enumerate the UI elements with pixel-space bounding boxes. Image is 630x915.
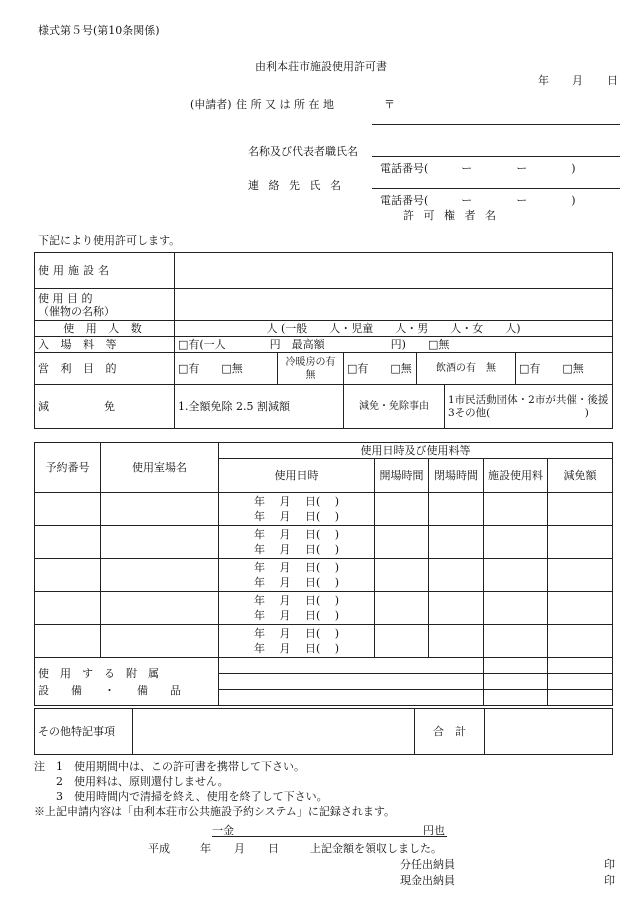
fee-cell[interactable] [484,559,548,592]
fee-label: 入 場 料 等 [35,337,175,353]
col-reduced: 減免額 [548,459,613,493]
people-value[interactable]: 人 (一般 人・児童 人・男 人・女 人) [175,321,613,337]
facility-field[interactable] [175,253,613,289]
date-line: 年 月 日( ) [253,576,340,589]
reduced-cell[interactable] [548,493,613,526]
fee-cell[interactable] [484,625,548,658]
table-row [35,592,613,625]
heating-label: 冷暖房の有 無 [278,353,344,385]
equipment-reduced[interactable] [548,674,613,690]
date-line: 年 月 日( ) [253,510,340,523]
date-month: 月 [572,74,583,87]
reduction-reason-label: 減免・免除事由 [344,385,445,429]
seal-2: 印 [604,874,615,887]
reservation-cell[interactable] [35,625,101,658]
commercial-value[interactable]: □有 □無 [175,353,278,385]
reduced-cell[interactable] [548,625,613,658]
fee-value[interactable]: □有(一人 円 最高額 円) □無 [175,337,613,353]
datetime-cell[interactable] [219,559,375,592]
close-cell[interactable] [429,526,484,559]
phone-2: 電話番号( ー ー ) [380,194,576,207]
note-2: 2 使用料は、原則還付しません。 [34,775,229,788]
room-cell[interactable] [101,493,219,526]
open-cell[interactable] [375,625,429,658]
purpose-field[interactable] [175,289,613,321]
equipment-label: 使 用 す る 附 属 設 備 ・ 備 品 [35,658,219,706]
alcohol-value[interactable]: □有 □無 [516,353,613,385]
date-line: 年 月 日( ) [253,543,340,556]
fee-cell[interactable] [484,526,548,559]
close-cell[interactable] [429,592,484,625]
room-cell[interactable] [101,625,219,658]
fee-cell[interactable] [484,493,548,526]
close-cell[interactable] [429,625,484,658]
datetime-cell[interactable] [219,493,375,526]
notes [34,759,395,819]
date-line: 年 月 日( ) [253,594,340,607]
reservation-table [34,442,613,706]
cashier-1: 分任出納員 [400,858,455,871]
equipment-fee[interactable] [484,690,548,706]
fee-cell[interactable] [484,592,548,625]
contact-line [372,188,620,189]
purpose-label [35,289,175,321]
table-row [35,625,613,658]
col-close: 閉場時間 [429,459,484,493]
cashier-2: 現金出納員 [400,874,455,887]
amount-suffix: 円也 [423,824,445,837]
other-field[interactable] [133,709,415,755]
reduced-cell[interactable] [548,559,613,592]
date-line: 年 月 日( ) [253,495,340,508]
room-cell[interactable] [101,592,219,625]
seal-1: 印 [604,858,615,871]
col-room: 使用室場名 [101,443,219,493]
purpose-label-sub: （催物の名称） [38,304,115,318]
reduced-cell[interactable] [548,526,613,559]
open-cell[interactable] [375,493,429,526]
datetime-cell[interactable] [219,625,375,658]
receipt-statement: 上記金額を領収しました。 [310,842,442,855]
note-system: ※上記申請内容は「由利本荘市公共施設予約システム」に記録されます。 [34,805,396,818]
datetime-cell[interactable] [219,592,375,625]
col-group: 使用日時及び使用料等 [219,443,613,459]
details-table [34,252,613,429]
other-label: その他特記事項 [35,709,133,755]
date-line: 年 月 日( ) [253,561,340,574]
date-line: 年 月 日( ) [253,627,340,640]
reservation-cell[interactable] [35,526,101,559]
contact-label: 連 絡 先 氏 名 [248,179,344,192]
equipment-reduced[interactable] [548,658,613,674]
total-label: 合 計 [415,709,485,755]
open-cell[interactable] [375,526,429,559]
room-cell[interactable] [101,559,219,592]
applicant-prefix: (申請者) [190,98,232,111]
reduction-reasons[interactable]: 1市民活動団体・2市が共催・後援 3その他( ) [445,385,613,429]
equipment-field[interactable] [219,674,484,690]
date-line: 年 月 日( ) [253,528,340,541]
facility-label: 使用施設名 [35,253,175,289]
form-number: 様式第５号(第10条関係) [38,24,160,37]
name-label: 名称及び代表者職氏名 [248,145,358,158]
intro-text: 下記により使用許可します。 [38,234,181,247]
other-table [34,708,613,755]
amount-line [212,836,447,837]
date-line: 年 月 日( ) [253,642,340,655]
authority-name: 許 可 権 者 名 [403,209,499,222]
col-facility-fee: 施設使用料 [484,459,548,493]
room-cell[interactable] [101,526,219,559]
col-reservation: 予約番号 [35,443,101,493]
col-open: 開場時間 [375,459,429,493]
equipment-reduced[interactable] [548,690,613,706]
table-row [35,526,613,559]
date-year: 年 [538,74,549,87]
address-line [372,124,620,125]
note-3: 3 使用時間内で清掃を終え、使用を終了して下さい。 [34,790,328,803]
document-title: 由利本荘市施設使用許可書 [255,60,387,73]
close-cell[interactable] [429,493,484,526]
receipt-month: 月 [234,842,245,855]
date-line: 年 月 日( ) [253,609,340,622]
address-label: 住 所 又 は 所 在 地 [236,98,334,111]
receipt-year: 年 [200,842,211,855]
commercial-label: 営 利 目 的 [35,353,175,385]
equipment-field[interactable] [219,690,484,706]
name-line [372,156,620,157]
purpose-label-main: 使 用 目 的 [38,291,93,305]
people-label: 使 用 人 数 [35,321,175,337]
datetime-cell[interactable] [219,526,375,559]
table-row [35,493,613,526]
total-field[interactable] [485,709,613,755]
reduction-label: 減 免 [35,385,175,429]
phone-1: 電話番号( ー ー ) [380,162,576,175]
reduction-options[interactable]: 1.全額免除 2.5 割減額 [175,385,344,429]
equipment-fee[interactable] [484,658,548,674]
note-1: 注 1 使用期間中は、この許可書を携帯して下さい。 [34,760,305,773]
table-row [35,559,613,592]
open-cell[interactable] [375,592,429,625]
amount-prefix: 一金 [212,824,234,837]
reduced-cell[interactable] [548,592,613,625]
heating-value[interactable]: □有 □無 [344,353,417,385]
receipt-day: 日 [268,842,279,855]
equipment-field[interactable] [219,658,484,674]
date-day: 日 [607,74,618,87]
alcohol-label: 飲酒の有 無 [417,353,516,385]
reservation-cell[interactable] [35,493,101,526]
equipment-fee[interactable] [484,674,548,690]
receipt-era: 平成 [148,842,170,855]
reservation-cell[interactable] [35,559,101,592]
postal-mark: 〒 [384,98,395,111]
close-cell[interactable] [429,559,484,592]
open-cell[interactable] [375,559,429,592]
reservation-cell[interactable] [35,592,101,625]
col-datetime: 使用日時 [219,459,375,493]
